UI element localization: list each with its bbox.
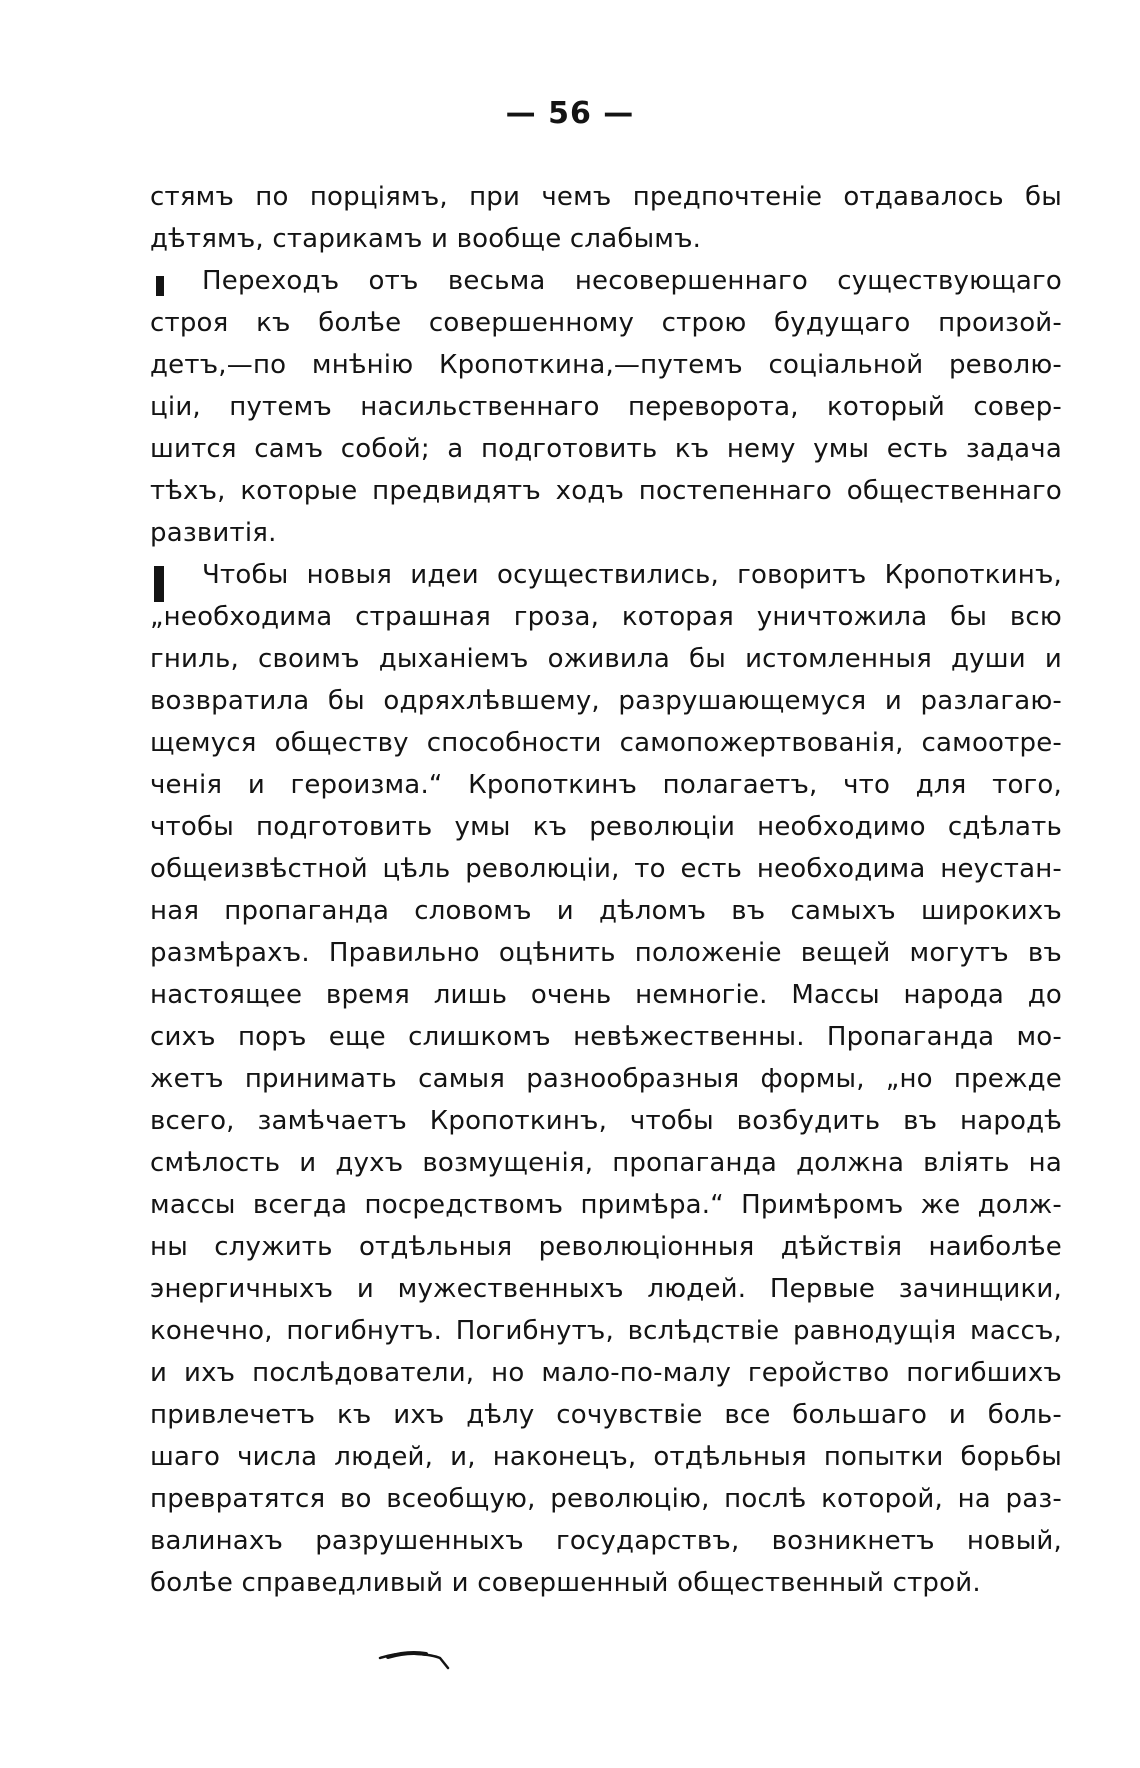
text-line: привлечетъ къ ихъ дѣлу сочувствіе все большаго и боль- [150,1400,1062,1430]
tailpiece-ornament [378,1646,458,1670]
text-line: болѣе справедливый и совершенный общественный строй. [150,1568,981,1598]
text-line: чтобы подготовить умы къ революціи необходимо сдѣлать [150,812,1062,842]
text-line: и ихъ послѣдователи, но мало-по-малу геройство погибшихъ [150,1358,1062,1388]
text-line: строя къ болѣе совершенному строю будущаго произой- [150,308,1062,338]
text-line: всего, замѣчаетъ Кропоткинъ, чтобы возбудить въ народѣ [150,1106,1062,1136]
text-line: общеизвѣстной цѣль революціи, то есть необходима неустан- [150,854,1062,884]
text-line: развитія. [150,518,277,548]
text-line: шится самъ собой; а подготовить къ нему умы есть задача [150,434,1062,464]
text-line: ченія и героизма.“ Кропоткинъ полагаетъ, что для того, [150,770,1062,800]
page-number: — 56 — [505,96,635,131]
text-line: Переходъ отъ весьма несовершеннаго существующаго [202,266,1062,296]
text-line: ны служить отдѣльныя революціонныя дѣйствія наиболѣе [150,1232,1062,1262]
text-line: возвратила бы одряхлѣвшему, разрушающемуся и разлагаю- [150,686,1062,716]
text-line: настоящее время лишь очень немногіе. Массы народа до [150,980,1062,1010]
text-line: размѣрахъ. Правильно оцѣнить положеніе вещей могутъ въ [150,938,1062,968]
text-line: гниль, своимъ дыханіемъ оживила бы истомленныя души и [150,644,1062,674]
text-line: детъ,—по мнѣнію Кропоткина,—путемъ соціальной револю- [150,350,1062,380]
text-line: дѣтямъ, старикамъ и вообще слабымъ. [150,224,702,254]
text-line: энергичныхъ и мужественныхъ людей. Первые зачинщики, [150,1274,1062,1304]
text-line: превратятся во всеобщую, революцію, послѣ которой, на раз- [150,1484,1062,1514]
text-line: щемуся обществу способности самопожертвованія, самоотре- [150,728,1062,758]
text-line: конечно, погибнутъ. Погибнутъ, вслѣдствіе равнодущія массъ, [150,1316,1062,1346]
text-line: сихъ поръ еще слишкомъ невѣжественны. Пропаганда мо- [150,1022,1062,1052]
text-line: валинахъ разрушенныхъ государствъ, возникнетъ новый, [150,1526,1062,1556]
text-line: стямъ по порціямъ, при чемъ предпочтеніе отдавалось бы [150,182,1062,212]
text-line: шаго числа людей, и, наконецъ, отдѣльныя попытки борьбы [150,1442,1062,1472]
text-line: Чтобы новыя идеи осуществились, говоритъ Кропоткинъ, [202,560,1062,590]
text-line: смѣлость и духъ возмущенія, пропаганда должна вліять на [150,1148,1062,1178]
text-line: ная пропаганда словомъ и дѣломъ въ самыхъ широкихъ [150,896,1062,926]
body-text [150,176,1062,1604]
text-line: „необходима страшная гроза, которая уничтожила бы всю [150,602,1062,632]
text-line: тѣхъ, которые предвидятъ ходъ постепеннаго общественнаго [150,476,1062,506]
text-line: массы всегда посредствомъ примѣра.“ Примѣромъ же долж- [150,1190,1062,1220]
text-line: ціи, путемъ насильственнаго переворота, который совер- [150,392,1062,422]
text-line: жетъ принимать самыя разнообразныя формы, „но прежде [150,1064,1062,1094]
